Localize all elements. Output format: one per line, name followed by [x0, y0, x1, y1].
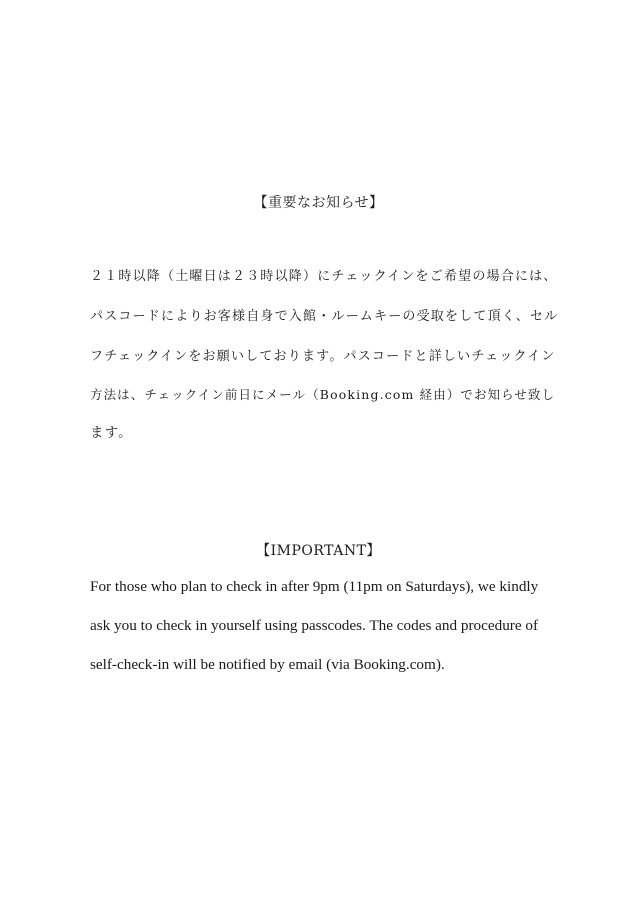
japanese-notice-line: フチェックインをお願いしております。パスコードと詳しいチェックイン	[90, 349, 556, 364]
english-notice-line: self-check-in will be notified by email (via Booking.com).	[90, 656, 445, 673]
japanese-notice-line: パスコードによりお客様自身で入館・ルームキーの受取をして頂く、セル	[90, 309, 559, 324]
japanese-notice-line: ２１時以降（土曜日は２３時以降）にチェックインをご希望の場合には、	[90, 269, 558, 284]
english-notice-heading: 【IMPORTANT】	[256, 543, 381, 559]
english-notice-line: ask you to check in yourself using passcodes. The codes and procedure of	[90, 617, 539, 634]
english-notice-line: For those who plan to check in after 9pm (11pm on Saturdays), we kindly	[90, 578, 539, 595]
japanese-notice-heading: 【重要なお知らせ】	[253, 195, 384, 211]
japanese-notice-line: 方法は、チェックイン前日にメール（Booking.com 経由）でお知らせ致し	[90, 387, 556, 402]
japanese-notice-line: ます。	[90, 426, 133, 441]
